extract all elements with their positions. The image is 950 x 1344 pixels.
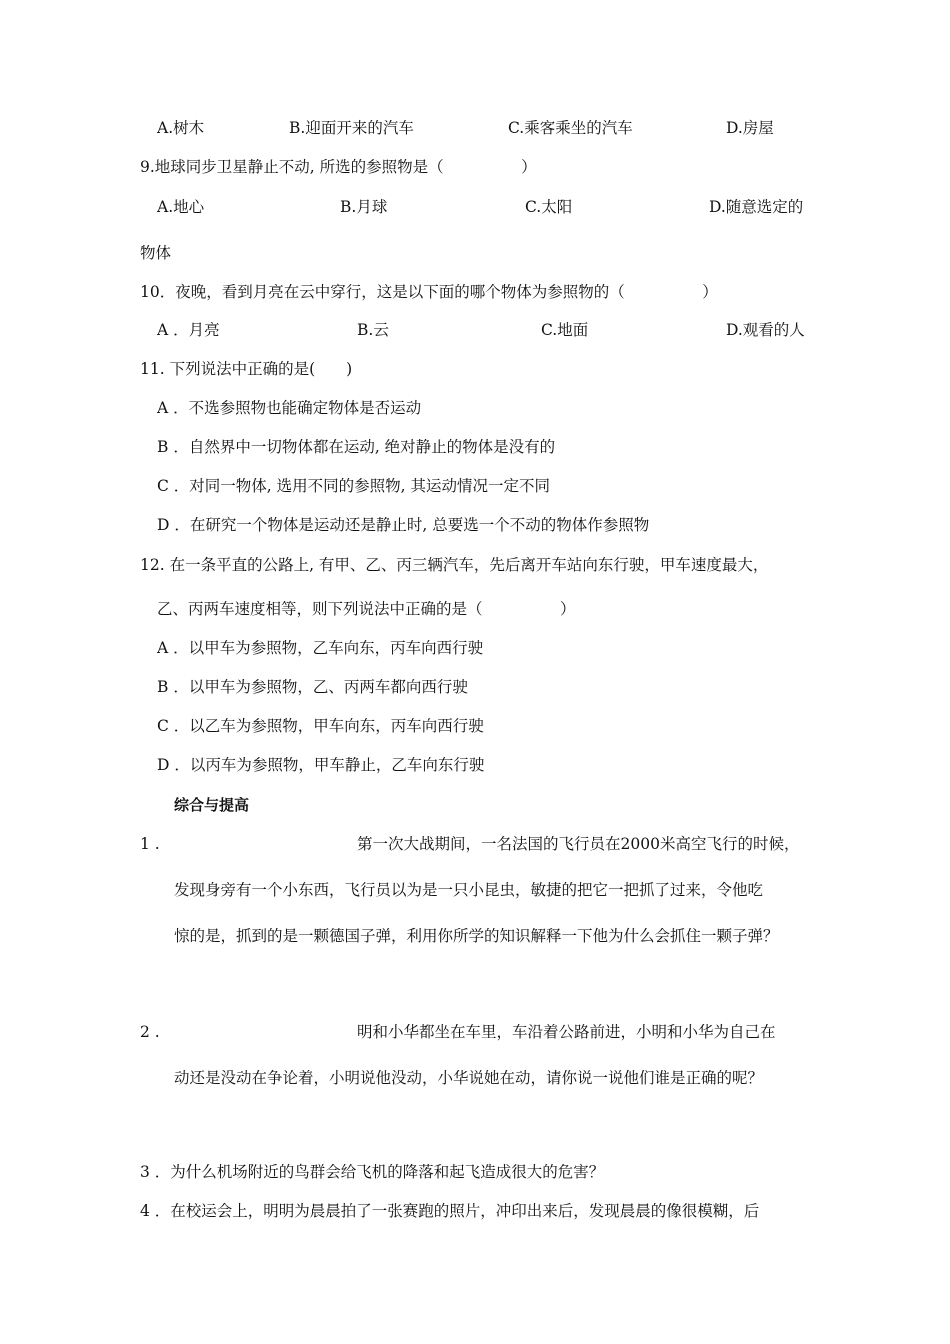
q11-option-d: D ．在研究一个物体是运动还是静止时, 总要选一个不动的物体作参照物 [157, 516, 650, 534]
p4-text: 4 ．在校运会上，明明为晨晨拍了一张赛跑的照片，冲印出来后，发现晨晨的像很模糊，后 [140, 1202, 760, 1220]
q8-option-c: C.乘客乘坐的汽车 [508, 119, 633, 137]
q11-stem: 11. 下列说法中正确的是( ) [140, 360, 353, 378]
q10-option-b: B.云 [357, 321, 389, 339]
p3-text: 3 ．为什么机场附近的鸟群会给飞机的降落和起飞造成很大的危害？ [140, 1163, 605, 1181]
q9-option-a: A.地心 [157, 198, 205, 216]
section-heading: 综合与提高 [174, 796, 250, 814]
q8-option-b: B.迎面开来的汽车 [289, 119, 414, 137]
q9-option-c: C.太阳 [525, 198, 573, 216]
q9-stem: 9.地球同步卫星静止不动, 所选的参照物是（ ） [140, 158, 537, 176]
q11-option-c: C ．对同一物体, 选用不同的参照物, 其运动情况一定不同 [157, 477, 550, 495]
p2-line1: 明和小华都坐在车里，车沿着公路前进，小明和小华为自己在 [357, 1023, 776, 1041]
q12-stem-line1: 12. 在一条平直的公路上, 有甲、乙、丙三辆汽车，先后离开车站向东行驶，甲车速度最大， [140, 556, 769, 574]
p2-number: 2 . [140, 1023, 160, 1041]
q9-option-d-wrap: 物体 [140, 244, 172, 262]
p1-line1: 第一次大战期间，一名法国的飞行员在2000米高空飞行的时候， [357, 835, 800, 853]
p2-line2: 动还是没动在争论着，小明说他没动，小华说她在动，请你说一说他们谁是正确的呢？ [174, 1069, 764, 1087]
q10-stem: 10．夜晚，看到月亮在云中穿行，这是以下面的哪个物体为参照物的（ ） [140, 283, 718, 301]
q9-option-b: B.月球 [340, 198, 388, 216]
q10-option-d: D.观看的人 [726, 321, 805, 339]
p1-line3: 惊的是，抓到的是一颗德国子弹，利用你所学的知识解释一下他为什么会抓住一颗子弹？ [174, 927, 779, 945]
q12-stem-line2: 乙、丙两车速度相等，则下列说法中正确的是（ ） [157, 600, 576, 618]
q12-option-a: A ．以甲车为参照物，乙车向东，丙车向西行驶 [157, 639, 484, 657]
q8-option-d: D.房屋 [726, 119, 774, 137]
q8-option-a: A.树木 [157, 119, 205, 137]
q10-option-c: C.地面 [541, 321, 589, 339]
q12-option-c: C ．以乙车为参照物，甲车向东，丙车向西行驶 [157, 717, 484, 735]
q11-option-b: B ．自然界中一切物体都在运动, 绝对静止的物体是没有的 [157, 438, 556, 456]
q9-option-d: D.随意选定的 [709, 198, 804, 216]
p1-number: 1 . [140, 835, 160, 853]
p1-line2: 发现身旁有一个小东西，飞行员以为是一只小昆虫，敏捷的把它一把抓了过来，令他吃 [174, 881, 764, 899]
q12-option-d: D ．以丙车为参照物，甲车静止，乙车向东行驶 [157, 756, 485, 774]
q11-option-a: A ．不选参照物也能确定物体是否运动 [157, 399, 422, 417]
q12-option-b: B ．以甲车为参照物，乙、丙两车都向西行驶 [157, 678, 468, 696]
q10-option-a: A ．月亮 [157, 321, 220, 339]
